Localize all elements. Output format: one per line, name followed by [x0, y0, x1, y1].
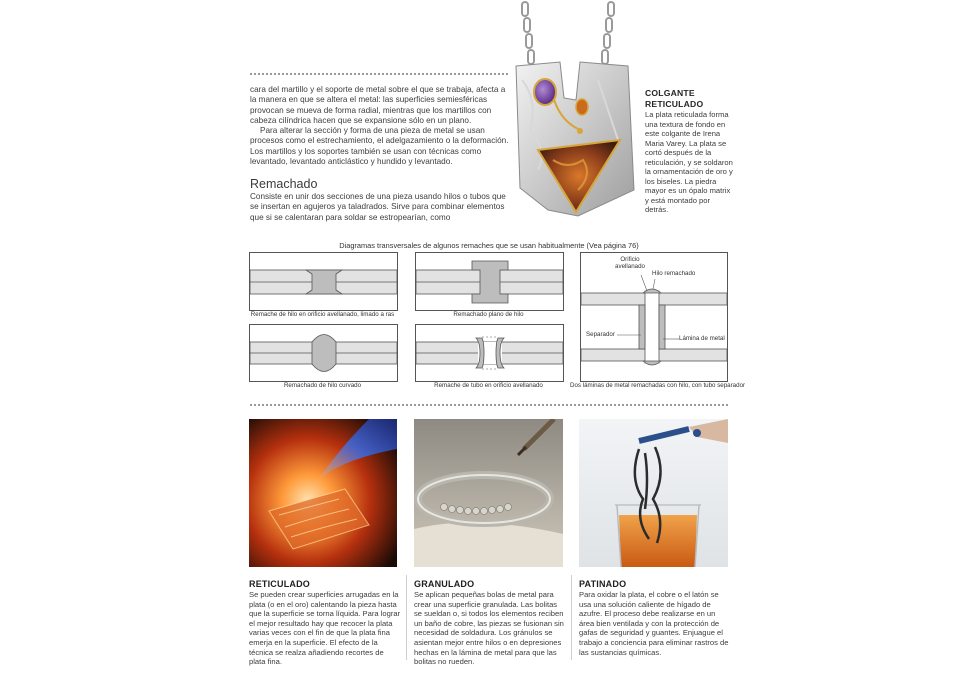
annot-orificio-line2: avellanado: [615, 263, 645, 271]
diagram-countersunk-rivet: [249, 252, 398, 311]
diagram-5-label: Dos láminas de metal remachadas con hilo, con tubo separador: [570, 382, 746, 389]
diagrams-title: Diagramas transversales de algunos remaches que se usan habitualmente (Vea página 76): [339, 241, 639, 250]
pendant-caption-text: La plata reticulada forma una textura de fondo en este colgante de Irena Maria Varey. La plata se cortó después de la reticulación, y se soldaron la ornamentación de oro y los biseles. La piedra mayor es un ópalo matrix y está montado por detrás.: [645, 110, 733, 214]
diagram-flat-rivet: [415, 252, 564, 311]
annot-orificio-line1: Orificio: [620, 256, 640, 263]
diagram-5-annotation-hilo: Hilo remachado: [652, 270, 696, 277]
remachado-text: Consiste en unir dos secciones de una pieza usando hilos o tubos que se insertan en agujeros ya taladrados. Sirve para combinar elementos que si se calentaran para soldar se estropearían, como: [250, 192, 506, 222]
patinado-text: Para oxidar la plata, el cobre o el latón se usa una solución caliente de hígado de azufre. El proceso debe realizarse en un área bien ventilada y con la protección de gafas de seguridad y guantes. Enjuague el trabajo a conciencia para eliminar rastros de las sustancias químicas.: [579, 590, 729, 657]
diagram-tube-rivet: [415, 324, 564, 382]
patina-beaker-photo-icon: [579, 419, 728, 567]
column-separator-1: [406, 575, 407, 660]
torch-flame-photo-icon: [249, 419, 397, 567]
granulado-text: Se aplican pequeñas bolas de metal para crear una superficie granulada. Las bolitas se sueldan o, si todos los elementos reciben un baño de cobre, las piezas se fusionan sin necesidad de soldadura. Los gránulos se asientan mejor entre hilos o en depresiones hechas en la lámina de metal para que las bolitas no rueden.: [414, 590, 564, 667]
top-dotted-rule: [250, 73, 508, 75]
diagram-domed-rivet: [249, 324, 398, 382]
pendant-caption-title-line1: COLGANTE: [645, 88, 695, 98]
diagram-5-annotation-orificio: [610, 256, 650, 271]
pendant-caption-title: [645, 88, 755, 109]
diagram-5-annotation-separador: Separador: [586, 331, 615, 338]
diagram-3-label: Remachado de hilo curvado: [283, 382, 362, 389]
pendant-photo-icon: [508, 0, 638, 222]
diagram-5-annotation-lamina: Lámina de metal: [679, 335, 725, 342]
intro-paragraph-2: Para alterar la sección y forma de una pieza de metal se usan procesos como el estrechamiento, el adelgazamiento o la deformación. Los martillos y los soportes también se usan con técnicas como levantado, levantado anticlástico y hundido y levantado.: [250, 126, 509, 167]
pendant-caption-title-line2: RETICULADO: [645, 98, 704, 109]
diagram-4-label: Remache de tubo en orificio avellanado: [434, 382, 543, 389]
remachado-heading: Remachado: [250, 177, 318, 191]
diagram-2-label: Remachado plano de hilo: [453, 311, 524, 318]
middle-dotted-rule: [250, 404, 728, 406]
reticulado-text: Se pueden crear superficies arrugadas en la plata (o en el oro) calentando la pieza hasta que la superficie se torna líquida. Para lograr el mejor resultado hay que recocer la plata varias veces con el fin de que la plata fina emerja en la superficie. El efecto de la técnica se realza añadiendo recortes de plata fina.: [249, 590, 401, 667]
diagram-1-label: Remache de hilo en orificio avellanado, limado a ras: [250, 311, 395, 318]
intro-text: [250, 85, 512, 167]
granulation-ring-photo-icon: [414, 419, 563, 567]
intro-paragraph-1: cara del martillo y el soporte de metal sobre el que se trabaja, afecta a la manera en que se altera el metal: las superficies semiesféricas provocan se mueva de forma radial, mientras que los martillos con cabeza cilíndrica hacen que se expansione sólo en un plano.: [250, 85, 506, 125]
patinado-title: PATINADO: [579, 579, 627, 589]
column-separator-2: [571, 575, 572, 660]
granulado-title: GRANULADO: [414, 579, 475, 589]
reticulado-title: RETICULADO: [249, 579, 310, 589]
